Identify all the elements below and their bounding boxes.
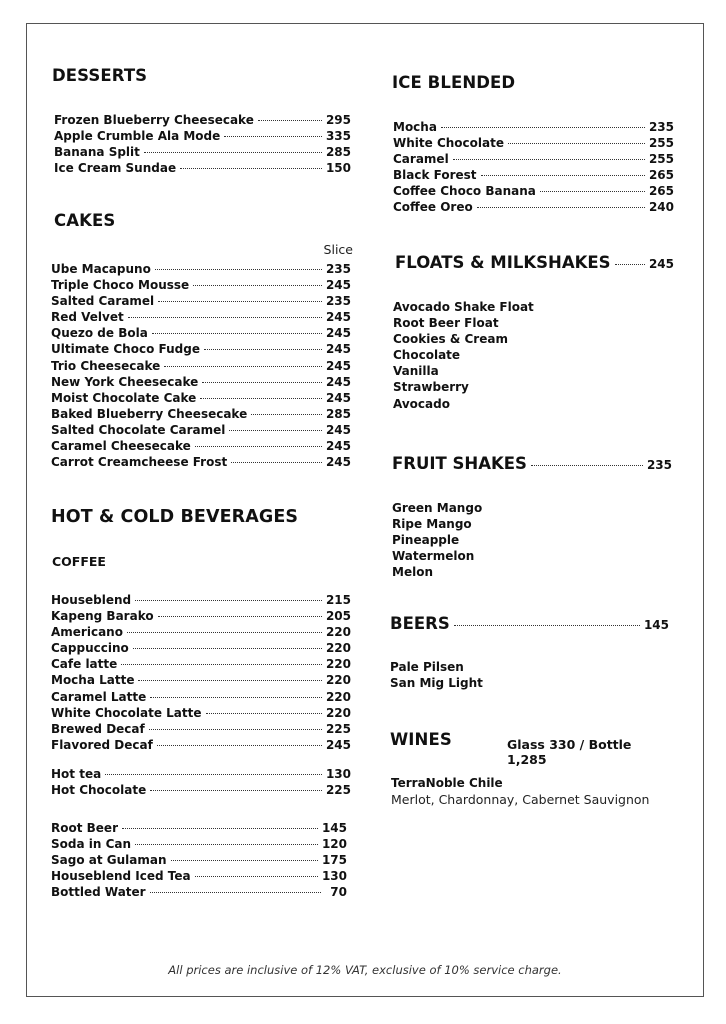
beers-leader	[454, 625, 640, 626]
menu-item-name: Hot Chocolate	[51, 783, 147, 798]
menu-item-name: Americano	[51, 625, 123, 640]
menu-item-price: 225	[325, 783, 351, 798]
menu-item	[54, 112, 351, 128]
menu-item-name: White Chocolate Latte	[51, 705, 202, 720]
dot-leader	[105, 774, 322, 775]
wine-varieties: Merlot, Chardonnay, Cabernet Sauvignon	[391, 792, 650, 807]
footer-note: All prices are inclusive of 12% VAT, exclusive of 10% service charge.	[168, 963, 562, 977]
menu-item-name: San Mig Light	[390, 676, 483, 691]
menu-item-name: Banana Split	[54, 145, 140, 160]
dot-leader	[195, 876, 318, 877]
menu-item-name: Watermelon	[392, 549, 475, 564]
beers-title: BEERS	[390, 614, 450, 633]
menu-item	[51, 261, 351, 277]
dot-leader	[453, 159, 645, 160]
menu-item-price: 245	[325, 326, 351, 341]
menu-item-name: Triple Choco Mousse	[51, 278, 190, 293]
menu-item-name: White Chocolate	[393, 136, 504, 151]
menu-item-name: Root Beer Float	[393, 316, 499, 331]
menu-item-name: Salted Chocolate Caramel	[51, 422, 226, 437]
menu-item-price: 265	[648, 184, 674, 199]
menu-item-price: 145	[321, 821, 347, 835]
coffee-subtitle: COFFEE	[52, 554, 106, 569]
menu-item-name: Houseblend	[51, 593, 132, 607]
menu-item-name: Avocado	[393, 396, 450, 411]
menu-item-name: Red Velvet	[51, 310, 124, 325]
menu-item-price: 245	[325, 278, 351, 293]
ice-blended-list	[393, 119, 674, 216]
menu-item-price: 220	[325, 625, 351, 640]
fruit-shakes-price: 235	[646, 458, 672, 472]
menu-item	[54, 128, 351, 144]
menu-item	[51, 454, 351, 470]
menu-item-name: Melon	[392, 565, 433, 580]
menu-item	[51, 438, 351, 454]
cold-drinks-list	[51, 820, 347, 900]
menu-item-name: Ultimate Choco Fudge	[51, 342, 200, 357]
menu-item-name: Ube Macapuno	[51, 262, 151, 276]
hot-drinks-list	[51, 766, 351, 798]
cakes-title: CAKES	[54, 211, 116, 230]
dot-leader	[481, 175, 645, 176]
beers-heading	[390, 614, 669, 633]
floats-title: FLOATS & MILKSHAKES	[395, 253, 611, 272]
menu-item-name: Mocha	[393, 120, 437, 134]
menu-item-name: Cappuccino	[51, 641, 129, 656]
floats-price: 245	[648, 257, 674, 271]
menu-item-price: 235	[325, 262, 351, 276]
menu-item-name: Pineapple	[392, 533, 460, 548]
dot-leader	[150, 790, 322, 791]
dot-leader	[508, 143, 645, 144]
wine-name: TerraNoble Chile	[391, 776, 503, 790]
menu-item-price: 335	[325, 129, 351, 144]
menu-item-name: Coffee Oreo	[393, 200, 473, 215]
menu-item-price: 205	[325, 609, 351, 624]
ice-blended-title: ICE BLENDED	[392, 73, 516, 92]
menu-item	[51, 737, 351, 753]
menu-item	[51, 721, 351, 737]
dot-leader	[158, 616, 322, 617]
menu-item-name: Quezo de Bola	[51, 326, 148, 341]
menu-item-name: Pale Pilsen	[390, 660, 464, 674]
menu-item	[51, 277, 351, 293]
dot-leader	[200, 398, 322, 399]
dot-leader	[231, 462, 322, 463]
menu-item	[51, 884, 347, 900]
dot-leader	[135, 600, 322, 601]
dot-leader	[155, 269, 322, 270]
menu-item	[51, 782, 351, 798]
dot-leader	[149, 729, 322, 730]
menu-item-price: 295	[325, 113, 351, 127]
menu-item	[51, 608, 351, 624]
menu-item-price: 245	[325, 390, 351, 405]
menu-item-price: 265	[648, 168, 674, 183]
dot-leader	[477, 207, 645, 208]
dot-leader	[202, 382, 322, 383]
dot-leader	[441, 127, 645, 128]
menu-item-price: 225	[325, 721, 351, 736]
dot-leader	[224, 136, 322, 137]
left-column	[51, 0, 353, 1024]
menu-item	[51, 640, 351, 656]
menu-item-price: 220	[325, 673, 351, 688]
menu-item-price: 235	[648, 120, 674, 134]
dot-leader	[144, 152, 322, 153]
menu-item-name: Root Beer	[51, 821, 118, 835]
menu-item-price: 255	[648, 136, 674, 151]
menu-item	[51, 374, 351, 390]
dot-leader	[128, 317, 322, 318]
dot-leader	[157, 745, 322, 746]
menu-item-name: Green Mango	[392, 501, 483, 515]
menu-item-name: Avocado Shake Float	[393, 300, 534, 314]
menu-item	[51, 390, 351, 406]
menu-item-name: Salted Caramel	[51, 294, 155, 309]
dot-leader	[258, 120, 322, 121]
menu-item-name: Ice Cream Sundae	[54, 161, 177, 176]
wines-title: WINES	[390, 730, 452, 749]
dot-leader	[204, 349, 322, 350]
dot-leader	[133, 648, 322, 649]
menu-item-price: 240	[648, 200, 674, 215]
menu-item-name: Mocha Latte	[51, 673, 135, 688]
dot-leader	[193, 285, 322, 286]
menu-item-price: 215	[325, 593, 351, 607]
menu-item	[51, 293, 351, 309]
dot-leader	[127, 632, 322, 633]
desserts-title: DESSERTS	[52, 66, 148, 85]
menu-item	[51, 624, 351, 640]
menu-item-name: Kapeng Barako	[51, 609, 154, 624]
menu-item-price: 285	[325, 145, 351, 160]
wines-price-note: Glass 330 / Bottle 1,285	[507, 737, 632, 767]
menu-item	[51, 820, 347, 836]
menu-item-price: 285	[325, 406, 351, 421]
menu-item-price: 245	[325, 310, 351, 325]
dot-leader	[121, 664, 322, 665]
menu-item-name: Black Forest	[393, 168, 477, 183]
menu-item	[51, 766, 351, 782]
menu-item-name: Ripe Mango	[392, 517, 472, 532]
menu-item-name: Caramel Latte	[51, 689, 147, 704]
menu-item-name: Cookies & Cream	[393, 332, 508, 347]
menu-item-name: Frozen Blueberry Cheesecake	[54, 113, 254, 127]
menu-item-name: Baked Blueberry Cheesecake	[51, 406, 248, 421]
menu-item-price: 245	[325, 737, 351, 752]
dot-leader	[171, 860, 318, 861]
dot-leader	[251, 414, 322, 415]
menu-item-price: 245	[325, 455, 351, 470]
menu-item-price: 120	[321, 837, 347, 852]
menu-item-price: 70	[330, 885, 347, 900]
cakes-slice-label: Slice	[323, 242, 353, 257]
right-column	[390, 0, 674, 1024]
menu-item-name: Houseblend Iced Tea	[51, 869, 191, 884]
dot-leader	[138, 680, 321, 681]
menu-item	[393, 183, 674, 199]
dot-leader	[150, 892, 321, 893]
menu-item	[51, 672, 351, 688]
menu-item-name: Vanilla	[393, 364, 439, 379]
dot-leader	[135, 844, 318, 845]
menu-item	[393, 167, 674, 183]
menu-item-price: 255	[648, 152, 674, 167]
menu-item	[51, 422, 351, 438]
dot-leader	[122, 828, 318, 829]
menu-item	[51, 592, 351, 608]
menu-item-name: Flavored Decaf	[51, 737, 153, 752]
menu-item-price: 235	[325, 294, 351, 309]
menu-item	[51, 325, 351, 341]
desserts-list	[54, 112, 351, 176]
dot-leader	[195, 446, 322, 447]
menu-item-name: Hot tea	[51, 767, 102, 781]
fruit-shakes-list	[392, 500, 674, 580]
menu-item-name: Cafe latte	[51, 657, 118, 672]
menu-item	[393, 119, 674, 135]
menu-item-name: Caramel Cheesecake	[51, 439, 191, 454]
dot-leader	[158, 301, 322, 302]
menu-item	[51, 358, 351, 374]
beers-price: 145	[643, 618, 669, 632]
beers-list	[390, 659, 674, 691]
menu-item-name: Bottled Water	[51, 885, 146, 900]
menu-item-price: 130	[321, 869, 347, 884]
cakes-list	[51, 261, 351, 470]
dot-leader	[152, 333, 322, 334]
menu-item	[51, 705, 351, 721]
menu-item	[51, 868, 347, 884]
menu-item	[51, 852, 347, 868]
menu-item	[393, 199, 674, 215]
beverages-title: HOT & COLD BEVERAGES	[51, 507, 299, 527]
menu-item	[393, 151, 674, 167]
menu-item-price: 245	[325, 439, 351, 454]
menu-item	[51, 656, 351, 672]
menu-item-name: Brewed Decaf	[51, 721, 145, 736]
floats-leader	[615, 264, 645, 265]
menu-item-name: Soda in Can	[51, 837, 132, 852]
fruit-shakes-title: FRUIT SHAKES	[392, 454, 527, 473]
menu-item-name: New York Cheesecake	[51, 374, 199, 389]
menu-item-price: 220	[325, 641, 351, 656]
fruit-shakes-leader	[531, 465, 643, 466]
floats-list	[393, 299, 674, 412]
menu-item	[51, 689, 351, 705]
menu-item	[393, 135, 674, 151]
floats-heading	[395, 253, 674, 272]
menu-item-price: 220	[325, 689, 351, 704]
menu-item-name: Coffee Choco Banana	[393, 184, 536, 199]
dot-leader	[180, 168, 322, 169]
coffee-list	[51, 592, 351, 753]
dot-leader	[229, 430, 322, 431]
menu-item-name: Chocolate	[393, 348, 461, 363]
dot-leader	[206, 713, 322, 714]
menu-item-name: Caramel	[393, 152, 449, 167]
menu-item-name: Sago at Gulaman	[51, 853, 167, 868]
menu-item-name: Strawberry	[393, 380, 469, 395]
menu-item-name: Apple Crumble Ala Mode	[54, 129, 221, 144]
menu-item-price: 130	[325, 767, 351, 781]
menu-item-name: Moist Chocolate Cake	[51, 390, 197, 405]
menu-item-price: 150	[325, 161, 351, 176]
fruit-shakes-heading	[392, 454, 672, 473]
dot-leader	[150, 697, 322, 698]
dot-leader	[164, 366, 322, 367]
menu-item-price: 245	[325, 374, 351, 389]
menu-item-price: 245	[325, 342, 351, 357]
menu-item	[54, 160, 351, 176]
menu-item	[51, 406, 351, 422]
menu-item-name: Carrot Creamcheese Frost	[51, 455, 228, 470]
menu-item-price: 245	[325, 358, 351, 373]
dot-leader	[540, 191, 645, 192]
menu-item-price: 245	[325, 422, 351, 437]
menu-item-name: Trio Cheesecake	[51, 358, 161, 373]
menu-item-price: 220	[325, 705, 351, 720]
menu-item	[54, 144, 351, 160]
menu-item-price: 175	[321, 853, 347, 868]
menu-item	[51, 309, 351, 325]
menu-item	[51, 836, 347, 852]
menu-item	[51, 341, 351, 357]
menu-item-price: 220	[325, 657, 351, 672]
